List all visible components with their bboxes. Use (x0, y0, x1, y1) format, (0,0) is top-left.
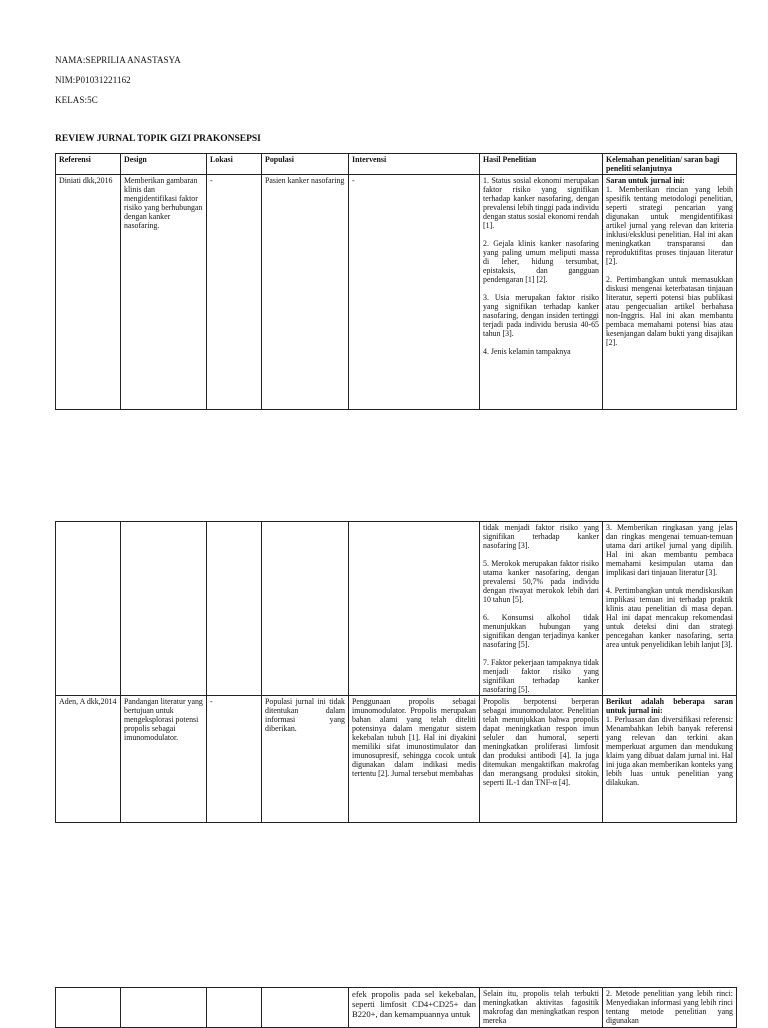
cell-kelemahan (603, 696, 737, 823)
cell-intervensi: - (349, 175, 480, 410)
col-lokasi: Lokasi (207, 154, 262, 175)
student-class: KELAS:5C (55, 95, 98, 105)
hasil-item: 4. Jenis kelamin tampaknya (483, 347, 571, 356)
cell-referensi: Diniati dkk,2016 (56, 175, 121, 410)
review-table-page2 (55, 521, 737, 823)
col-kelemahan: Kelemahan penelitian/ saran bagi peneliti selanjutnya (603, 154, 737, 175)
cell-intervensi: efek propolis pada sel kekebalan, seperti limfosit CD4+CD25+ dan B220+, dan kemampuannya untuk (349, 988, 480, 1028)
kelemahan-item: 3. Memberikan ringkasan yang jelas dan ringkas mengenai temuan-temuan utama dari artikel jurnal yang dipilih. Hal ini akan membantu pembaca memahami kesimpulan utama dan implikasi dari tinjauan literatur [3]. (606, 523, 733, 577)
hasil-item: 2. Gejala klinis kanker nasofaring yang paling umum meliputi massa di leher, hidung tersumbat, epistaksis, dan gangguan pendengaran [1] [2]. (483, 239, 599, 284)
kelemahan-heading: Saran untuk jurnal ini: (606, 176, 685, 185)
kelemahan-item: 4. Pertimbangkan untuk mendiskusikan implikasi temuan ini terhadap praktik klinis atau penelitian di masa depan. Hal ini dapat mencakup rekomendasi untuk deteksi dini dan strategi pencegahan kanker nasofaring, serta area untuk penyelidikan lebih lanjut [3]. (606, 586, 733, 649)
student-nim: NIM:P01031221162 (55, 75, 131, 85)
student-name: NAMA:SEPRILIA ANASTASYA (55, 55, 181, 65)
intervensi-text: Penggunaan propolis sebagai imunomodulator. Propolis merupakan bahan alami yang telah diteliti potensinya dalam mengatur sistem kekebalan tubuh [1]. Hal ini diyakini memiliki sifat imunostimulator dan imunosupresif, sehingga cocok untuk digunakan dalam indikasi medis tertentu [2]. Jurnal tersebut membahas (352, 697, 476, 778)
kelemahan-heading: Berikut adalah beberapa saran untuk jurnal ini: (606, 697, 733, 715)
col-intervensi: Intervensi (349, 154, 480, 175)
hasil-item: 6. Konsumsi alkohol tidak menunjukkan hubungan yang signifikan dengan terjadinya kanker nasofaring [5]. (483, 613, 599, 649)
hasil-item: 3. Usia merupakan faktor risiko yang signifikan terhadap kanker nasofaring, dengan insiden tertinggi terjadi pada individu berusia 40-65 tahun [3]. (483, 293, 599, 338)
cell-lokasi: - (207, 175, 262, 410)
cell-hasil (480, 696, 603, 823)
review-table-page1 (55, 153, 737, 410)
cell-intervensi (349, 696, 480, 823)
hasil-item: 5. Merokok merupakan faktor risiko utama kanker nasofaring, dengan prevalensi 50,7% pada individu dengan riwayat merokok lebih dari 10 tahun [5]. (483, 559, 599, 604)
cell-design: Pandangan literatur yang bertujuan untuk mengeksplorasi potensi propolis sebagai imunomodulator. (121, 696, 207, 823)
cell-referensi: Aden, A dkk,2014 (56, 696, 121, 823)
col-referensi: Referensi (56, 154, 121, 175)
cell-populasi: Pasien kanker nasofaring (262, 175, 349, 410)
hasil-item: tidak menjadi faktor risiko yang signifikan terhadap kanker nasofaring [3]. (483, 523, 599, 550)
cell-kelemahan: 2. Metode penelitian yang lebih rinci: Menyediakan informasi yang lebih rinci tentang metode penelitian yang digunakan (603, 988, 737, 1028)
col-populasi: Populasi (262, 154, 349, 175)
col-hasil: Hasil Penelitian (480, 154, 603, 175)
hasil-item: 1. Status sosial ekonomi merupakan faktor risiko yang signifikan terhadap kanker nasofaring, dengan prevalensi lebih tinggi pada individu dengan status sosial ekonomi rendah [1]. (483, 176, 599, 230)
cell-hasil: Selain itu, propolis telah terbukti meningkatkan aktivitas fagositik makrofag dan meningkatkan respon mereka (480, 988, 603, 1028)
table-row (56, 988, 737, 1028)
cell-lokasi: - (207, 696, 262, 823)
col-design: Design (121, 154, 207, 175)
table-row (56, 522, 737, 696)
cell-design: Memberikan gambaran klinis dan mengidentifikasi faktor risiko yang berhubungan dengan kanker nasofaring. (121, 175, 207, 410)
cell-hasil (480, 175, 603, 410)
review-table-page3 (55, 987, 737, 1028)
cell-kelemahan (603, 175, 737, 410)
hasil-item: 7. Faktor pekerjaan tampaknya tidak menjadi faktor risiko yang signifikan terhadap kanker nasofaring [5]. (483, 658, 599, 694)
table-header-row (56, 154, 737, 175)
cell-hasil (480, 522, 603, 696)
document-title: REVIEW JURNAL TOPIK GIZI PRAKONSEPSI (55, 134, 261, 144)
cell-populasi: Populasi jurnal ini tidak ditentukan dalam informasi yang diberikan. (262, 696, 349, 823)
hasil-text: Propolis berpotensi berperan sebagai imunomodulator. Penelitian telah menunjukkan bahwa propolis dapat meningkatkan respon imun seluler dan humoral, seperti meningkatkan proliferasi limfosit dan produksi antibodi [4]. Ia juga ditemukan mengaktifkan makrofag dan merangsang produksi sitokin, seperti IL-1 dan TNF-α [4]. (483, 697, 599, 787)
kelemahan-item: 2. Pertimbangkan untuk memasukkan diskusi mengenai keterbatasan tinjauan literatur, seperti potensi bias publikasi atau pengecualian artikel berbahasa non-Inggris. Hal ini akan membantu pembaca memahami potensi bias atau kesenjangan dalam bukti yang disajikan [2]. (606, 275, 733, 347)
table-row (56, 175, 737, 410)
cell-kelemahan (603, 522, 737, 696)
kelemahan-text: 1. Perluasan dan diversifikasi referensi: Menambahkan lebih banyak referensi yang relevan dan terkini akan memperkuat argumen dan mendukung klaim yang dibuat dalam jurnal ini. Hal ini juga akan memberikan konteks yang lebih luas untuk penelitian yang dilakukan. (606, 715, 733, 787)
kelemahan-item: 1. Memberikan rincian yang lebih spesifik tentang metodologi penelitian, seperti strategi pencarian yang digunakan untuk mengidentifikasi artikel jurnal yang relevan dan kriteria inklusi/eksklusi penelitian. Hal ini akan meningkatkan transparansi dan reproduktifitas proses tinjauan literatur [2]. (606, 185, 733, 266)
table-row (56, 696, 737, 823)
